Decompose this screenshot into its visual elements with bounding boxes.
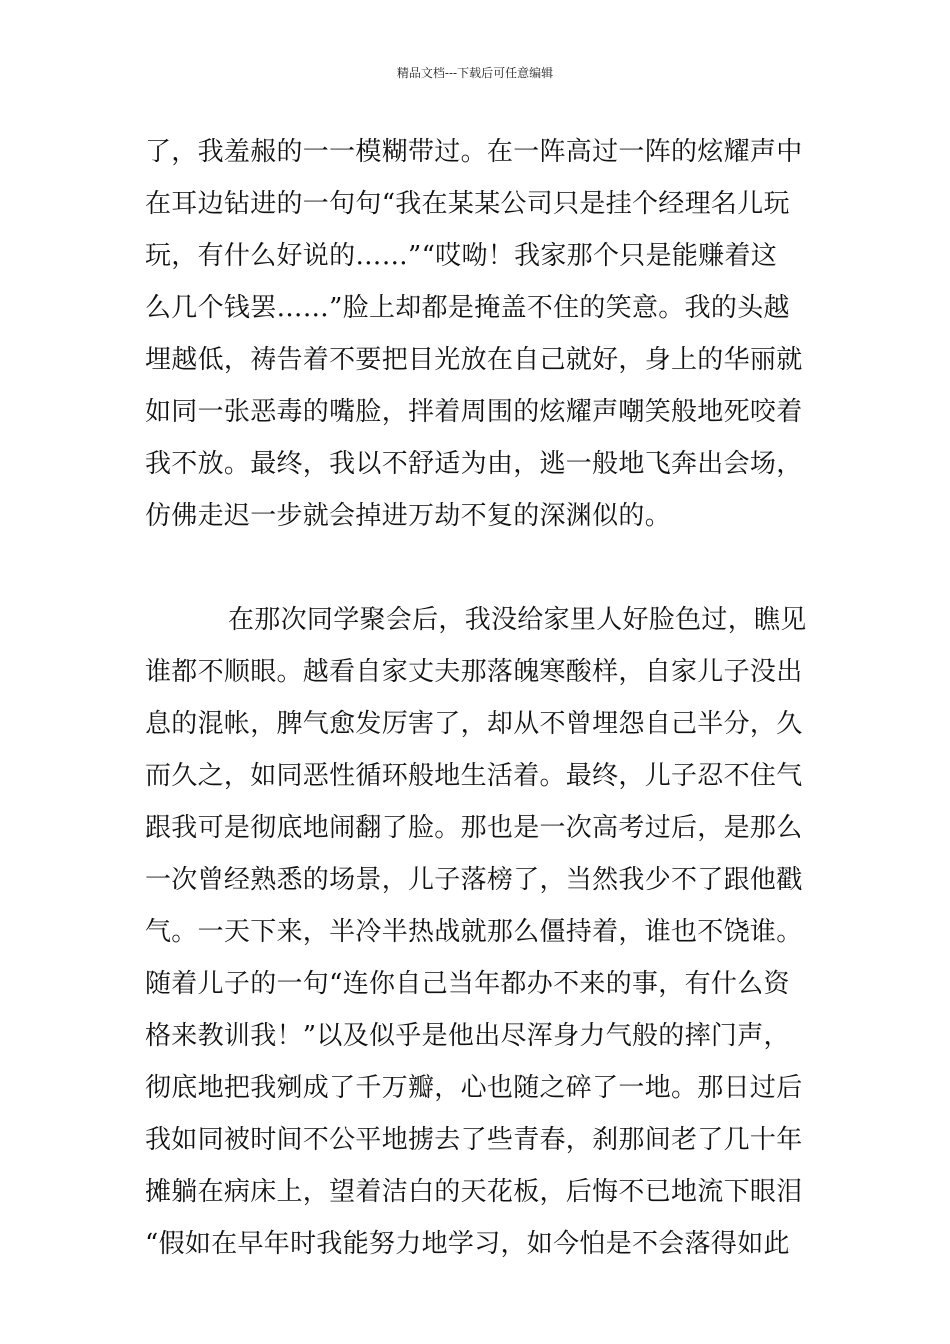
text-line: 跟我可是彻底地闹翻了脸。那也是一次高考过后，是那么	[145, 813, 803, 843]
text-line: 玩，有什么好说的……”“哎呦！我家那个只是能赚着这	[145, 241, 778, 271]
text-line: 如同一张恶毒的嘴脸，拌着周围的炫耀声嘲笑般地死咬着	[145, 397, 803, 427]
text-line: 随着儿子的一句“连你自己当年都办不来的事，有什么资	[145, 969, 790, 999]
document-body	[145, 126, 815, 1270]
text-line: 一次曾经熟悉的场景，儿子落榜了，当然我少不了跟他戳	[145, 865, 803, 895]
text-line: 了，我羞赧的一一模糊带过。在一阵高过一阵的炫耀声中	[145, 137, 803, 167]
text-line: 我不放。最终，我以不舒适为由，逃一般地飞奔出会场，	[145, 449, 803, 479]
text-line: 仿佛走迟一步就会掉进万劫不复的深渊似的。	[145, 501, 672, 531]
text-line: 我如同被时间不公平地掳去了些青春，刹那间老了几十年	[145, 1125, 803, 1155]
text-line: 息的混帐，脾气愈发厉害了，却从不曾埋怨自己半分，久	[145, 709, 803, 739]
text-line: 在耳边钻进的一句句“我在某某公司只是挂个经理名儿玩	[145, 189, 790, 219]
text-line: 么几个钱罢……”脸上却都是掩盖不住的笑意。我的头越	[145, 293, 790, 323]
text-line: 气。一天下来，半冷半热战就那么僵持着，谁也不饶谁。	[145, 917, 803, 947]
text-line: 而久之，如同恶性循环般地生活着。最终，儿子忍不住气	[145, 761, 803, 791]
text-line: 彻底地把我剜成了千万瓣，心也随之碎了一地。那日过后	[145, 1073, 803, 1103]
paragraph-1	[145, 126, 815, 542]
paragraph-gap	[145, 542, 815, 594]
text-line: 格来教训我！”以及似乎是他出尽浑身力气般的摔门声，	[145, 1021, 790, 1051]
text-line-indented: 在那次同学聚会后，我没给家里人好脸色过，瞧见	[228, 605, 807, 635]
paragraph-2	[145, 594, 815, 1270]
text-line: 埋越低，祷告着不要把目光放在自己就好，身上的华丽就	[145, 345, 803, 375]
page-header: 精品文档---下载后可任意编辑	[396, 66, 554, 80]
text-line: 摊躺在病床上，望着洁白的天花板，后悔不已地流下眼泪	[145, 1177, 803, 1207]
text-line: 谁都不顺眼。越看自家丈夫那落魄寒酸样，自家儿子没出	[145, 657, 803, 687]
text-line: “假如在早年时我能努力地学习，如今怕是不会落得如此	[145, 1229, 790, 1259]
